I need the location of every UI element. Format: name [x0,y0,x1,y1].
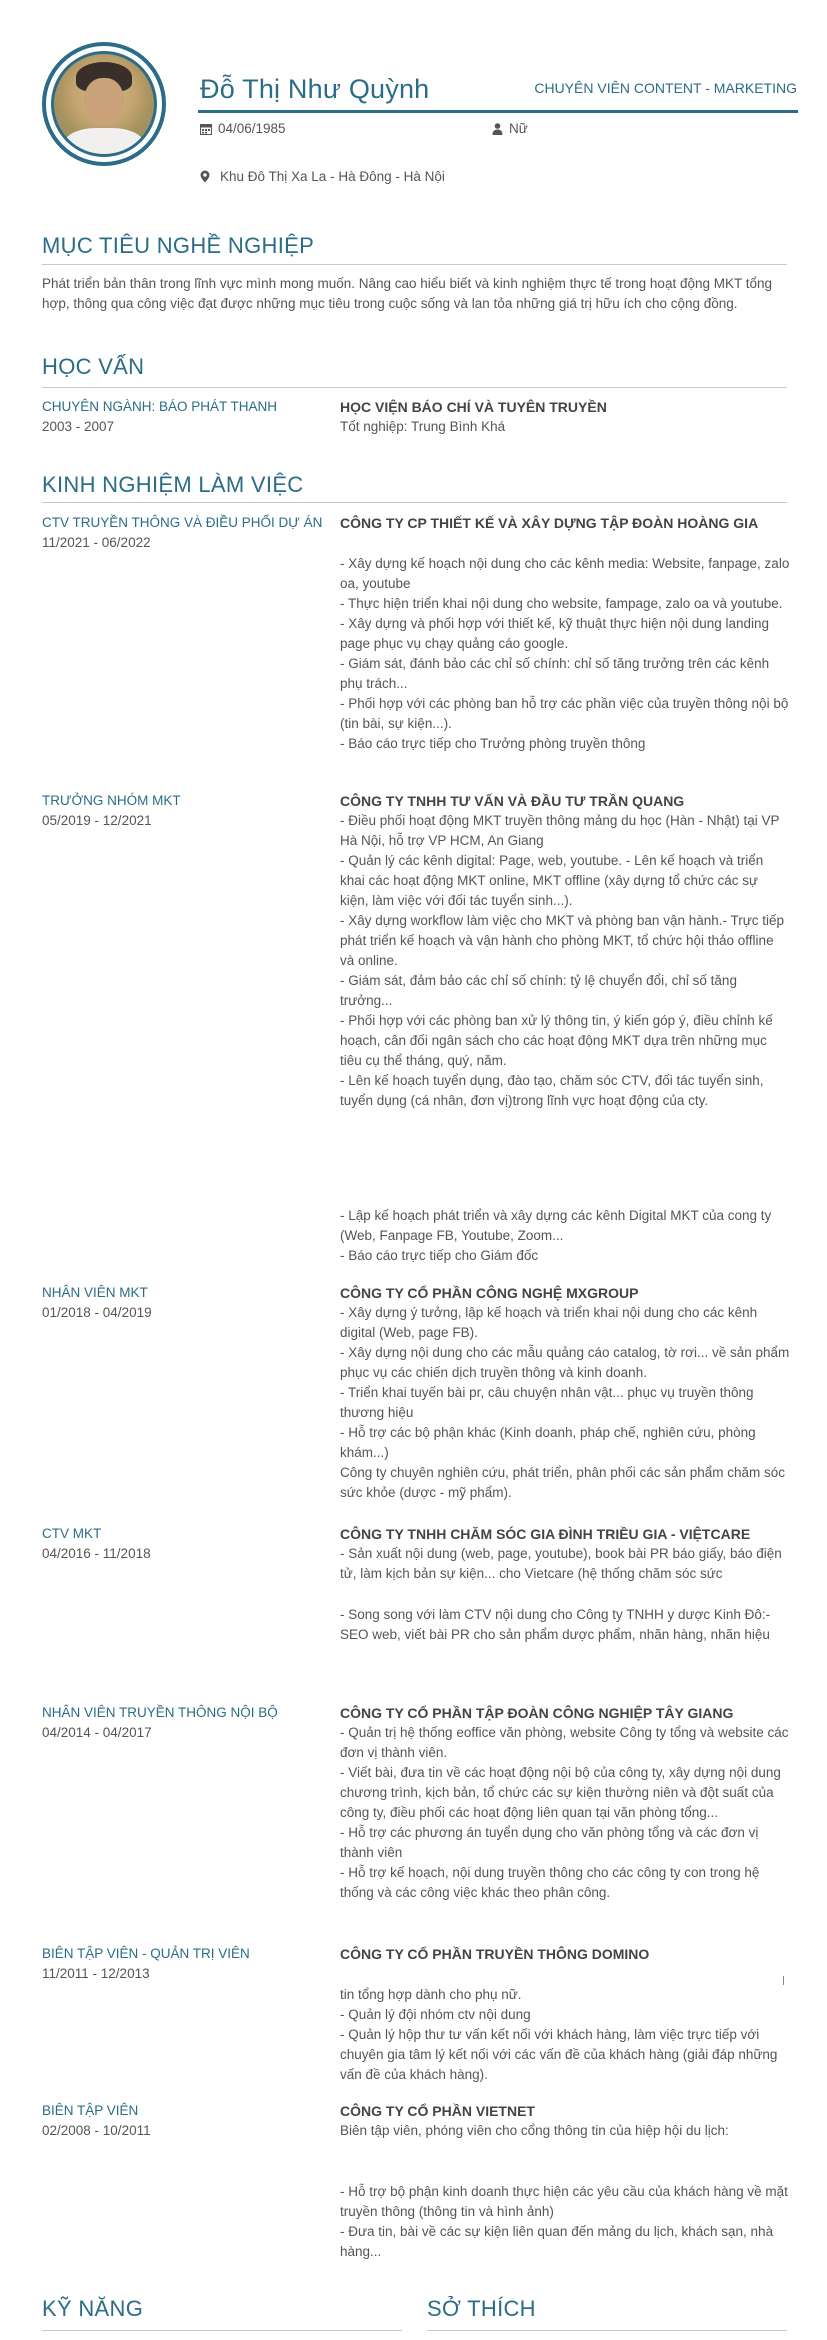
gender-value: Nữ [509,121,528,136]
school-name: HỌC VIỆN BÁO CHÍ VÀ TUYÊN TRUYỀN [340,399,607,415]
job-dates: 11/2021 - 06/2022 [42,535,151,550]
job-role: BIÊN TẬP VIÊN [42,2103,139,2118]
job-dates: 05/2019 - 12/2021 [42,813,152,828]
candidate-name: Đỗ Thị Như Quỳnh [200,74,430,104]
job-description-extra: - Song song với làm CTV nội dung cho Công ty TNHH y dược Kinh Đô:- SEO web, viết bài PR cho sản phẩm dược phẩm, nhãn hàng, nhãn hiệu [340,1607,771,1642]
job-dates: 02/2008 - 10/2011 [42,2123,151,2138]
address-row [200,169,445,184]
dob-row [200,121,286,136]
gender-row [492,121,528,136]
skills-title: KỸ NĂNG [42,2296,144,2321]
job-description-extra: - Lập kế hoạch phát triển và xây dựng các kênh Digital MKT của cong ty (Web, Fanpage FB, Youtube, Zoom... - Báo cáo trực tiếp cho Giám đốc [340,1208,772,1263]
experience-title: KINH NGHIỆM LÀM VIỆC [42,472,304,497]
text-cursor [783,1976,784,1985]
section-divider [42,264,787,265]
job-description: Biên tập viên, phóng viên cho cổng thông tin của hiệp hội du lịch: [340,2123,729,2138]
section-divider [427,2330,787,2331]
company-name: CÔNG TY CỔ PHẦN CÔNG NGHỆ MXGROUP [340,1285,639,1301]
job-description-extra: - Hỗ trợ bộ phận kinh doanh thực hiện các yêu cầu của khách hàng về mặt truyền thông (thông tin và hình ảnh) - Đưa tin, bài về các sự kiện liên quan đến mảng du lịch, khách sạn, nhà hàng... [340,2184,788,2259]
company-name: CÔNG TY CỔ PHẦN VIETNET [340,2103,535,2119]
avatar [42,42,166,166]
company-name: CÔNG TY CP THIẾT KẾ VÀ XÂY DỰNG TẬP ĐOÀN HOÀNG GIA [340,515,759,531]
company-name: CÔNG TY CỔ PHẦN TRUYỀN THÔNG DOMINO [340,1946,650,1962]
job-description: - Xây dựng kế hoạch nội dung cho các kênh media: Website, fanpage, zalo oa, youtube - Thực hiện triển khai nội dung cho website, fampage, zalo oa và youtube. - Xây dựng và phối hợp với thiết kế, kỹ thuật thực hiện nội dung landing page phục vụ chạy quảng cáo google. - Giám sát, đánh bảo các chỉ số chính: chỉ số tăng trưởng trên các kênh phụ trách... - Phối hợp với các phòng ban hỗ trợ các phần việc của truyền thông nội bộ (tin bài, sự kiện...). - Báo cáo trực tiếp cho Trưởng phòng truyền thông [340,556,790,751]
job-dates: 04/2016 - 11/2018 [42,1546,151,1561]
education-dates: 2003 - 2007 [42,419,115,434]
job-role: NHÂN VIÊN MKT [42,1285,148,1300]
company-name: CÔNG TY TNHH TƯ VẤN VÀ ĐẦU TƯ TRẦN QUANG [340,793,685,809]
company-name: CÔNG TY TNHH CHĂM SÓC GIA ĐÌNH TRIỀU GIA - VIỆTCARE [340,1526,751,1542]
header-divider [198,110,798,113]
job-role: CTV TRUYỀN THÔNG VÀ ĐIỀU PHỐI DỰ ÁN [42,515,323,530]
job-description: tin tổng hợp dành cho phụ nữ. - Quản lý đội nhóm ctv nội dung - Quản lý hộp thư tư vấn kết nối với khách hàng, làm việc trực tiếp với chuyên gia tâm lý kết nối với các vấn đề của khách hàng (giải đáp những vấn đề của khách hàng). [340,1987,778,2082]
section-divider [42,502,787,503]
user-icon [492,123,503,135]
education-title: HỌC VẤN [42,354,145,379]
job-role: CTV MKT [42,1526,102,1541]
job-description: - Xây dựng ý tưởng, lập kế hoạch và triển khai nội dung cho các kênh digital (Web, page FB). - Xây dựng nội dung cho các mẫu quảng cáo catalog, tờ rơi... về sản phẩm phục vụ các chiến dịch truyền thông và kinh doanh. - Triển khai tuyến bài pr, câu chuyện nhân vật... phục vụ truyền thông thương hiệu - Hỗ trợ các bộ phận khác (Kinh doanh, pháp chế, nghiên cứu, phòng khám...) Công ty chuyên nghiên cứu, phát triển, phân phối các sản phẩm chăm sóc sức khỏe (dược - mỹ phẩm). [340,1305,790,1500]
job-dates: 04/2014 - 04/2017 [42,1725,152,1740]
job-role: NHÂN VIÊN TRUYỀN THÔNG NỘI BỘ [42,1705,278,1720]
objective-text: Phát triển bản thân trong lĩnh vực mình mong muốn. Nâng cao hiểu biết và kinh nghiệm thực tế trong hoạt động MKT tổng hợp, thông qua công việc đạt được những mục tiêu trong cuộc sống và lan tỏa những giá trị hữu ích cho cộng đồng. [42,276,773,311]
job-role: TRƯỞNG NHÓM MKT [42,793,181,808]
education-major: CHUYÊN NGÀNH: BÁO PHÁT THANH [42,399,278,414]
job-dates: 01/2018 - 04/2019 [42,1305,152,1320]
hobbies-title: SỞ THÍCH [427,2296,536,2321]
calendar-icon [200,123,212,135]
section-divider [42,2330,402,2331]
dob-value: 04/06/1985 [218,121,286,136]
job-description: - Điều phối hoạt động MKT truyền thông mảng du học (Hàn - Nhật) tại VP Hà Nội, hỗ trợ VP HCM, An Giang - Quản lý các kênh digital: Page, web, youtube. - Lên kế hoạch và triển khai các hoạt động MKT online, MKT offline (xây dựng tổ chức các sự kiện, làm việc với đối tác tuyển sinh...). - Xây dựng workflow làm việc cho MKT và phòng ban vận hành.- Trực tiếp phát triển kế hoạch và vận hành cho phòng MKT, tổ chức hội thảo offline và online. - Giám sát, đảm bảo các chỉ số chính: tỷ lệ chuyển đổi, chỉ số tăng trưởng... - Phối hợp với các phòng ban xử lý thông tin, ý kiến góp ý, điều chỉnh kế hoạch, cân đối ngân sách cho các hoạt động MKT dựa trên những mục tiêu cụ thể tháng, quý, năm. - Lên kế hoạch tuyển dụng, đào tạo, chăm sóc CTV, đối tác tuyển sinh, tuyển dụng (cá nhân, đơn vị)trong lĩnh vực hoạt động của cty. [340,813,785,1108]
education-grade: Tốt nghiệp: Trung Bình Khá [340,419,506,434]
job-position: CHUYÊN VIÊN CONTENT - MARKETING [534,80,797,96]
job-description: - Quản trị hệ thống eoffice văn phòng, website Công ty tổng và website các đơn vị thành viên. - Viết bài, đưa tin về các hoạt động nội bộ của công ty, xây dựng nội dung chương trình, kịch bản, tổ chức các sự kiện thường niên và đột suất của công ty, điều phối các hoạt động liên quan tại văn phòng tổng... - Hỗ trợ các phương án tuyển dụng cho văn phòng tổng và các đơn vị thành viên - Hỗ trợ kế hoạch, nội dung truyền thông cho các công ty con trong hệ thống và các công việc khác theo phân công. [340,1725,789,1900]
company-name: CÔNG TY CỔ PHẦN TẬP ĐOÀN CÔNG NGHIỆP TÂY GIANG [340,1705,734,1721]
job-role: BIÊN TẬP VIÊN - QUẢN TRỊ VIÊN [42,1946,250,1961]
profile-photo [51,51,157,157]
job-description: - Sản xuất nội dung (web, page, youtube), book bài PR báo giấy, báo điện tử, làm kịch bản sự kiện... cho Vietcare (hệ thống chăm sóc sức [340,1546,782,1581]
job-dates: 11/2011 - 12/2013 [42,1966,150,1981]
section-divider [42,387,787,388]
address-value: Khu Đô Thị Xa La - Hà Đông - Hà Nội [220,169,445,184]
map-marker-icon [200,170,210,183]
objective-title: MỤC TIÊU NGHỀ NGHIỆP [42,233,315,258]
